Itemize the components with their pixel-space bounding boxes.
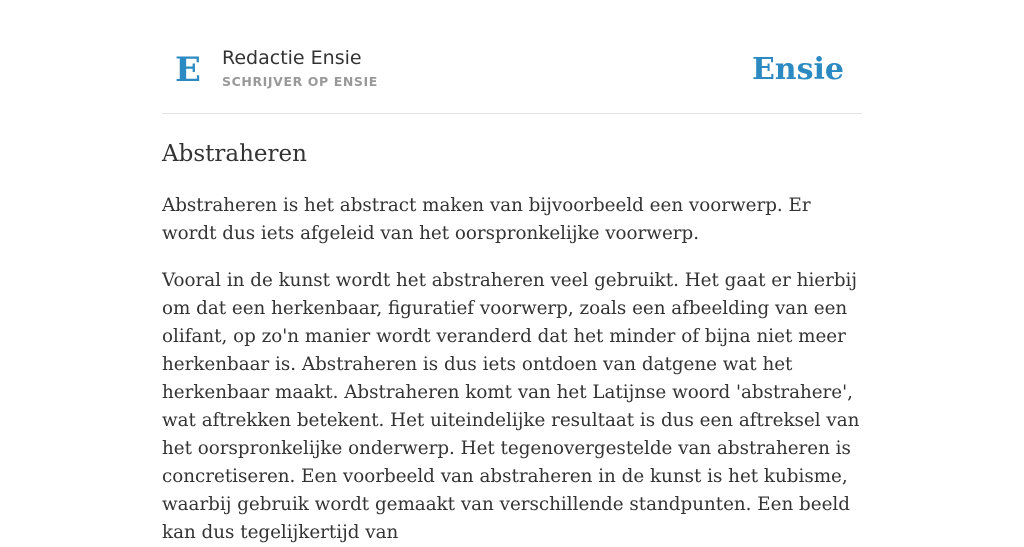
article-body <box>162 192 862 547</box>
author-avatar[interactable]: E <box>175 50 201 90</box>
author-name[interactable]: Redactie Ensie <box>222 47 362 69</box>
author-role: SCHRIJVER OP ENSIE <box>222 74 378 89</box>
article-paragraph: Abstraheren is het abstract maken van bijvoorbeeld een voorwerp. Er wordt dus iets afgeleid van het oorspronkelijke voorwerp. <box>162 195 811 244</box>
content-container <box>162 0 862 547</box>
article-title: Abstraheren <box>162 141 307 167</box>
author-header <box>162 0 862 114</box>
article-paragraph: Vooral in de kunst wordt het abstraheren veel gebruikt. Het gaat er hierbij om dat een herkenbaar, figuratief voorwerp, zoals een afbeelding van een olifant, op zo'n manier wordt veranderd dat het minder of bijna niet meer herkenbaar is. Abstraheren is dus iets ontdoen van datgene wat het herkenbaar maakt. Abstraheren komt van het Latijnse woord 'abstrahere', wat aftrekken betekent. Het uiteindelijke resultaat is dus een aftreksel van het oorspronkelijke onderwerp. Het tegenovergestelde van abstraheren is concretiseren. Een voorbeeld van abstraheren in de kunst is het kubisme, waarbij gebruik wordt gemaakt van verschillende standpunten. Een beeld kan dus tegelijkertijd van <box>162 270 860 543</box>
ensie-logo[interactable]: Ensie <box>751 52 844 87</box>
